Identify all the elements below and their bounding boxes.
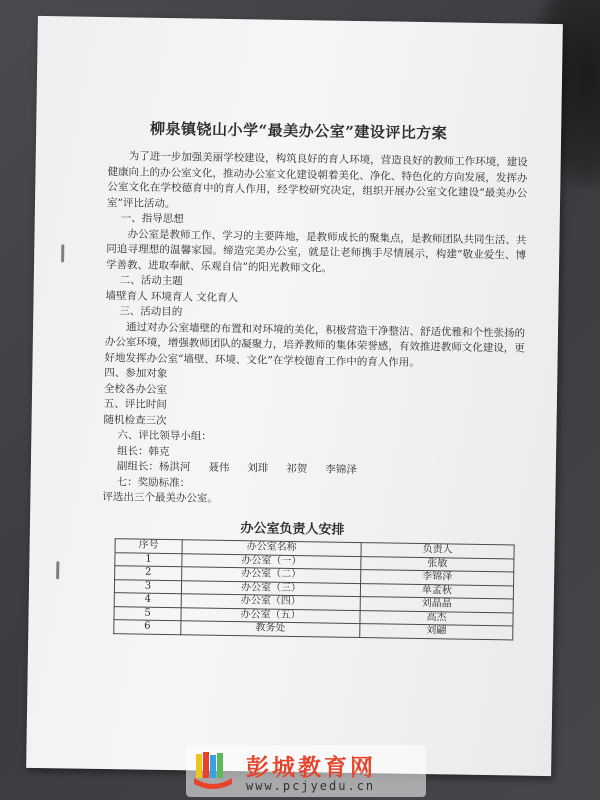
row-person: 刘翩 (360, 624, 513, 640)
section-heading-5: 五、评比时间 (103, 398, 167, 411)
section-text-3: 通过对办公室墙壁的布置和对环境的美化，积极营造干净整洁、舒适优雅和个性张扬的办公室环境，增强教师团队的凝聚力，培养教师的集体荣誉感，有效推进教师文化建设，更好地发挥办公室“墙壁、环境、文化”在学校德育工作中的育人作用。 (104, 320, 526, 369)
header-person-in-charge: 负责人 (361, 543, 514, 559)
row-person: 刘晶晶 (360, 597, 513, 613)
section-heading-1: 一、指导思想 (120, 212, 184, 226)
row-person: 高杰 (360, 610, 513, 626)
row-number: 5 (114, 606, 181, 621)
row-office-name: 办公室（二） (182, 567, 361, 583)
row-office-name: 办公室（一） (182, 553, 361, 569)
row-number: 3 (114, 579, 181, 594)
section-text-4: 全校各办公室 (103, 382, 168, 396)
row-person: 李锦泽 (361, 570, 514, 586)
binding-hole (56, 561, 59, 579)
row-number: 6 (114, 620, 181, 635)
header-office-name: 办公室名称 (182, 540, 361, 556)
deputy-label: 副组长： (116, 460, 159, 473)
row-number: 1 (115, 552, 182, 567)
document-body (102, 149, 528, 512)
book-logo-icon (192, 750, 234, 790)
watermark-site-name: 彭城教育网 (246, 755, 376, 781)
deputy-name: 聂伟 (208, 461, 230, 474)
row-person: 单孟秋 (360, 583, 513, 599)
section-heading-6: 六、评比领导小组： (117, 429, 212, 443)
section-text-5: 随机检查三次 (103, 413, 167, 427)
row-office-name: 办公室（四） (181, 594, 360, 610)
row-office-name: 办公室（三） (181, 580, 360, 596)
header-number: 序号 (115, 539, 182, 554)
section-text-2: 墙壁育人 环境育人 文化育人 (105, 289, 239, 304)
section-heading-7: 七：奖励标准： (116, 475, 191, 489)
row-number: 4 (114, 593, 181, 608)
row-number: 2 (115, 566, 182, 581)
row-person: 张敏 (361, 556, 514, 572)
intro-paragraph: 为了进一步加强美丽学校建设，构筑良好的育人环境，营造良好的教师工作环境，建设健康向上的办公室文化，推动办公室文化建设朝着美化、净化、特色化的方向发展，发挥办公室文化在学校德育中的育人作用，经学校研究决定，组织开展办公室文化建设“最美办公室”评比活动。 (106, 150, 528, 210)
section-heading-4: 四、参加对象 (104, 367, 168, 380)
deputy-name: 刘琲 (247, 462, 269, 475)
section-heading-3: 三、活动目的 (119, 305, 183, 319)
office-roster-table (113, 538, 514, 640)
section-text-7: 评选出三个最美办公室。 (102, 490, 218, 505)
table-title: 办公室负责人安排 (240, 521, 345, 538)
deputy-name: 杨洪河 (158, 460, 191, 474)
binding-hole (61, 244, 64, 262)
site-watermark (186, 745, 426, 797)
row-office-name: 教务处 (181, 621, 360, 637)
document-title: 柳泉镇铙山小学“最美办公室”建设评比方案 (149, 119, 448, 143)
row-office-name: 办公室（五） (181, 607, 360, 623)
section-text-1: 办公室是教师工作、学习的主要阵地，是教师成长的聚集点，是教师团队共同生活、共同追寻理想的温馨家园。缔造完美办公室，就是让老师携手尽情展示，构建“敬业爱生、博学善教、进取奉献、乐观自信”的阳光教师文化。 (105, 227, 527, 275)
deputy-name: 李锦泽 (325, 463, 357, 476)
document-page (26, 16, 563, 776)
watermark-url: www.pcjyedu.cn (246, 779, 376, 793)
deputy-name: 祁贺 (286, 462, 308, 476)
group-leader: 组长：韩克 (117, 444, 170, 458)
section-heading-2: 二、活动主题 (119, 274, 183, 288)
